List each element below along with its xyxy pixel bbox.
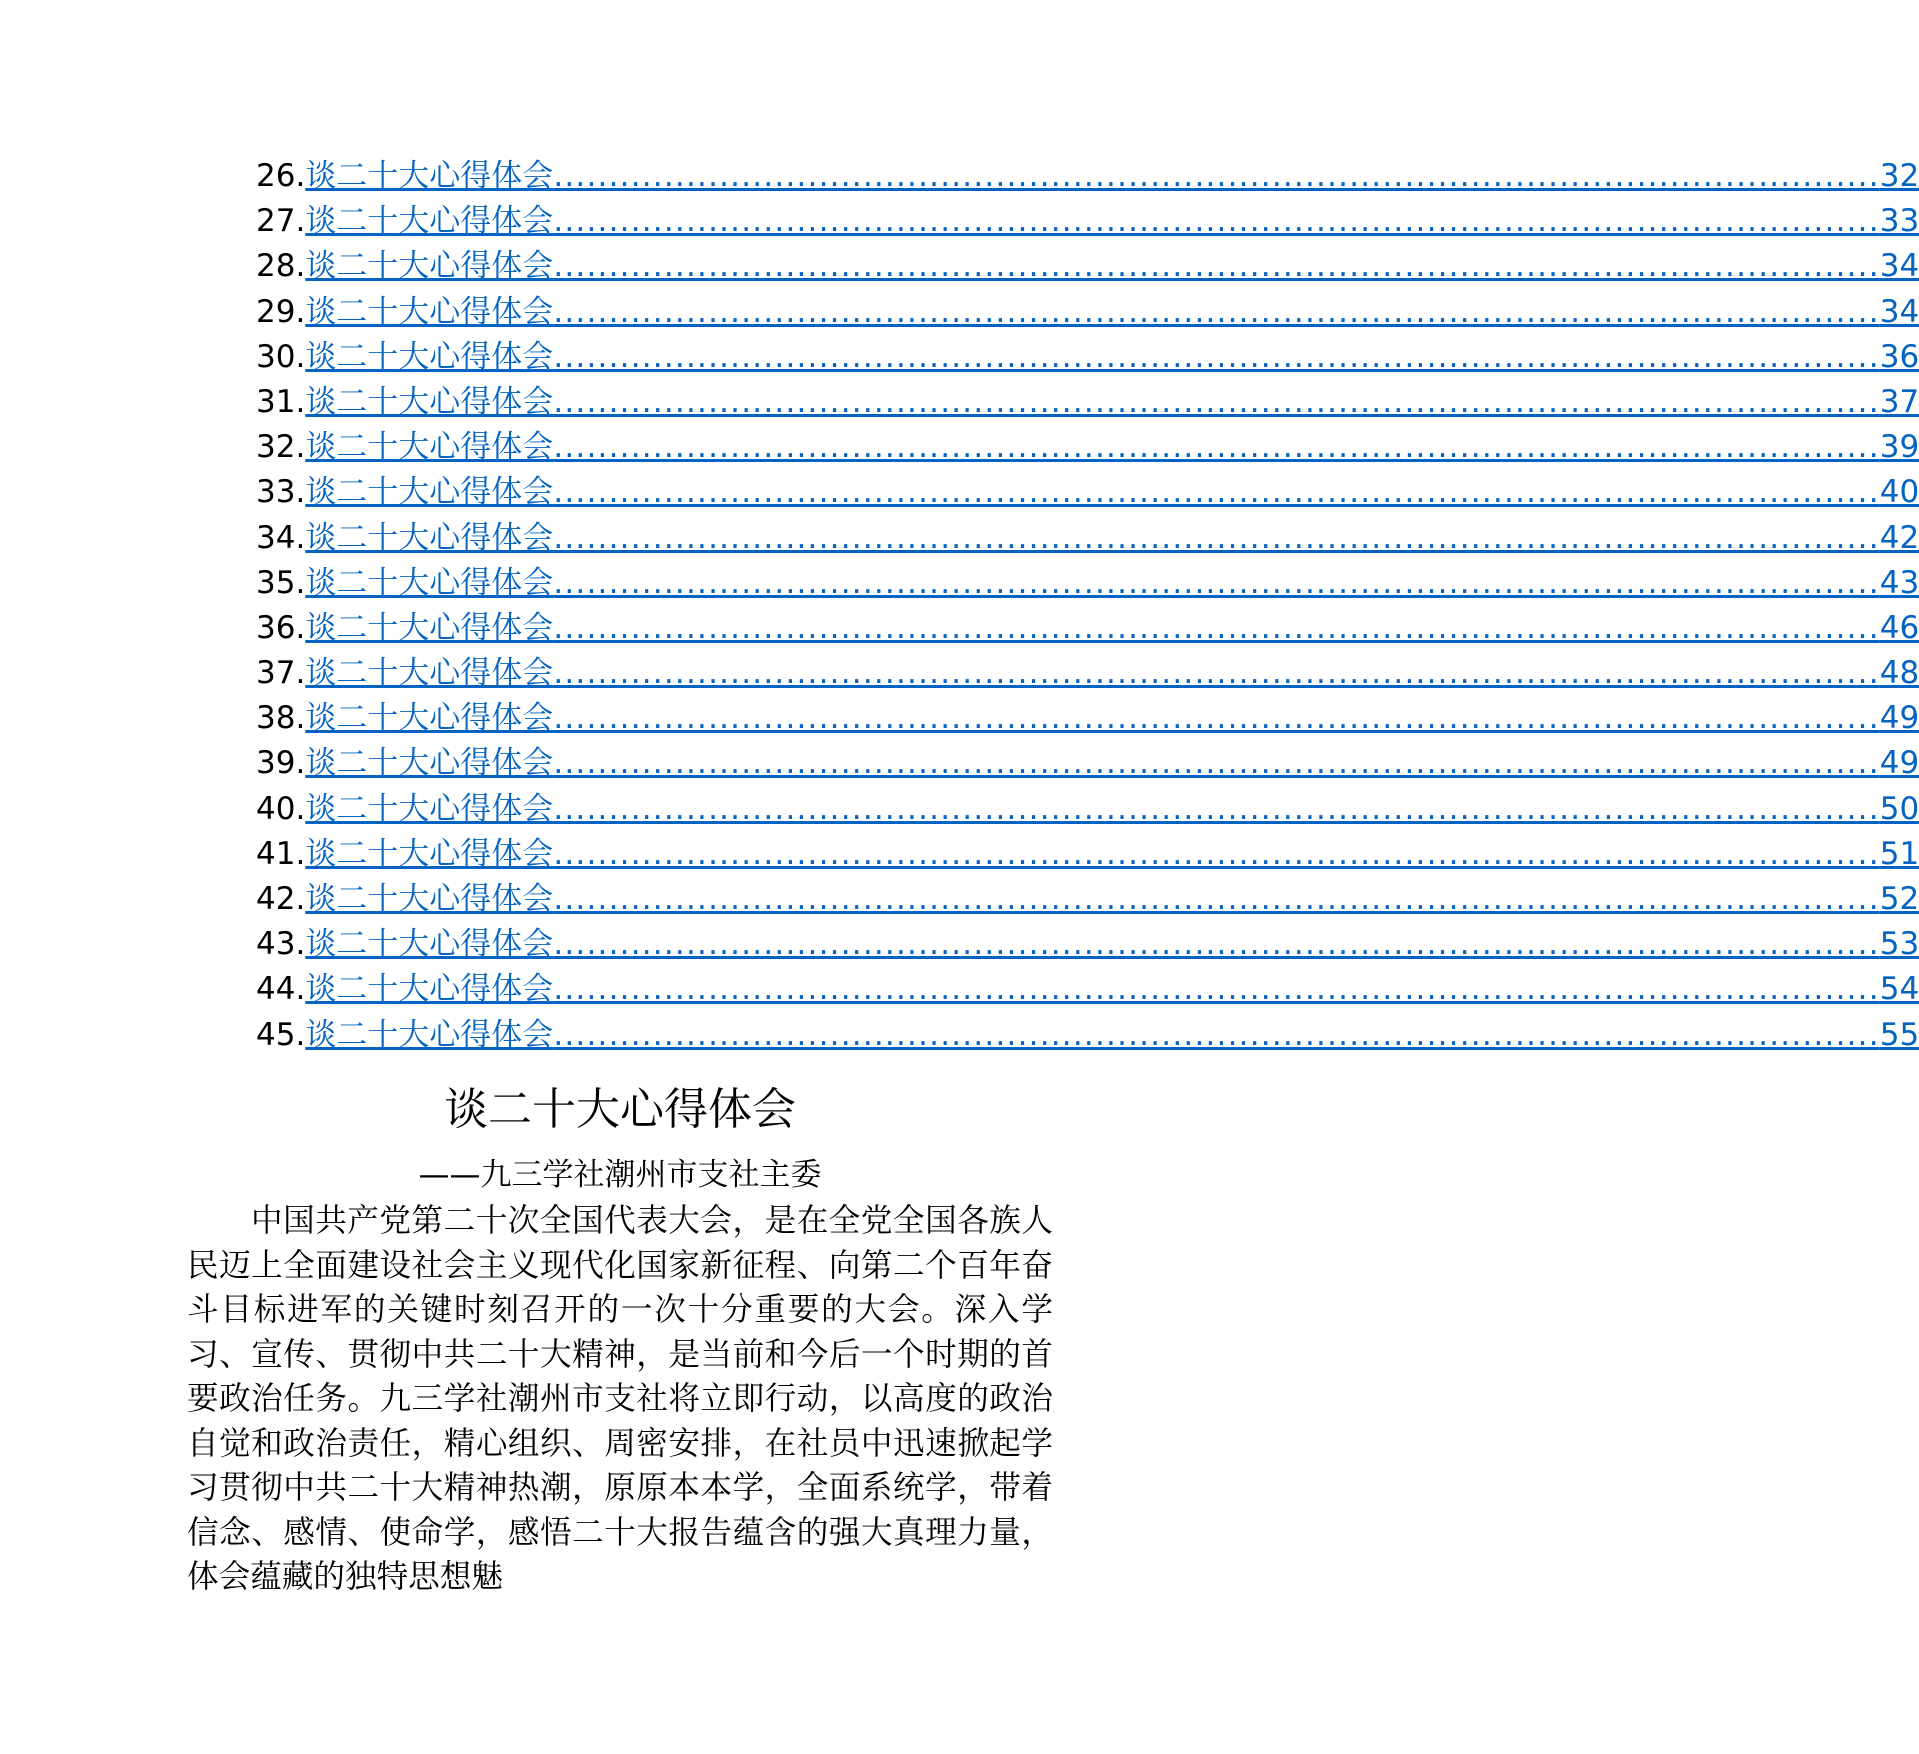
toc-entry-link[interactable] [305, 696, 1919, 741]
toc-entry-page: 34 [1879, 293, 1919, 330]
toc-entry-title: 谈二十大心得体会 [305, 790, 554, 827]
toc-entry [256, 967, 1919, 1012]
toc-entry-link[interactable] [305, 335, 1919, 380]
toc-entry-link[interactable] [305, 967, 1919, 1012]
toc-entry-number: 43. [256, 926, 306, 963]
toc-entry-title: 谈二十大心得体会 [305, 971, 554, 1008]
toc-entry [256, 651, 1919, 696]
toc-entry [256, 787, 1919, 832]
toc-entry-number: 33. [256, 474, 306, 511]
toc-entry-title: 谈二十大心得体会 [305, 881, 554, 917]
toc-entry-title: 谈二十大心得体会 [305, 474, 554, 511]
toc-entry-title: 谈二十大心得体会 [305, 700, 554, 737]
toc-entry-page: 34 [1879, 248, 1919, 285]
toc-entry-page: 48 [1879, 655, 1919, 692]
toc-entry-link[interactable] [305, 516, 1919, 561]
table-of-contents [256, 154, 1919, 1058]
toc-dot-leader: ........................................................................................................................ [553, 338, 1880, 375]
toc-entry-title: 谈二十大心得体会 [305, 158, 554, 194]
toc-entry-number: 36. [256, 609, 306, 646]
toc-entry-number: 38. [256, 700, 306, 737]
toc-entry [256, 877, 1919, 922]
toc-entry-title: 谈二十大心得体会 [305, 609, 554, 646]
toc-entry-title: 谈二十大心得体会 [305, 203, 554, 240]
toc-entry-link[interactable] [305, 561, 1919, 606]
toc-entry-number: 44. [256, 971, 306, 1008]
toc-entry-number: 28. [256, 248, 306, 285]
toc-entry-link[interactable] [305, 922, 1919, 967]
toc-entry-page: 50 [1879, 790, 1919, 827]
toc-entry-title: 谈二十大心得体会 [305, 293, 554, 330]
toc-entry-page: 37 [1879, 383, 1919, 420]
toc-entry [256, 425, 1919, 470]
toc-dot-leader: ........................................................................................................................ [553, 790, 1880, 827]
toc-entry-page: 33 [1879, 203, 1919, 240]
toc-dot-leader: ........................................................................................................................ [553, 383, 1880, 420]
toc-dot-leader: ........................................................................................................................ [553, 158, 1880, 194]
toc-entry [256, 199, 1919, 244]
toc-entry-link[interactable] [305, 470, 1919, 515]
toc-entry-number: 39. [256, 745, 306, 782]
toc-entry-number: 34. [256, 519, 306, 556]
toc-entry-title: 谈二十大心得体会 [305, 745, 554, 782]
toc-entry-number: 41. [256, 835, 306, 872]
toc-dot-leader: ........................................................................................................................ [553, 881, 1880, 917]
toc-dot-leader: ........................................................................................................................ [553, 293, 1880, 330]
toc-entry-link[interactable] [305, 741, 1919, 786]
toc-entry [256, 922, 1919, 967]
article-body: 中国共产党第二十次全国代表大会，是在全党全国各族人民迈上全面建设社会主义现代化国家新征程、向第二个百年奋斗目标进军的关键时刻召开的一次十分重要的大会。深入学习、宣传、贯彻中共二十大精神，是当前和今后一个时期的首要政治任务。九三学社潮州市支社将立即行动，以高度的政治自觉和政治责任，精心组织、周密安排，在社员中迅速掀起学习贯彻中共二十大精神热潮，原原本本学，全面系统学，带着信念、感情、使命学，感悟二十大报告蕴含的强大真理力量，体会蕴藏的独特思想魅 [187, 1203, 1053, 1595]
toc-entry-number: 35. [256, 564, 306, 601]
toc-entry-number: 32. [256, 429, 306, 466]
toc-entry [256, 832, 1919, 877]
toc-entry-link[interactable] [305, 199, 1919, 244]
toc-entry-link[interactable] [305, 606, 1919, 651]
toc-entry-page: 39 [1879, 429, 1919, 466]
article-subtitle: ——九三学社潮州市支社主委 [418, 1157, 822, 1193]
toc-dot-leader: ........................................................................................................................ [553, 835, 1880, 872]
toc-entry-title: 谈二十大心得体会 [305, 564, 554, 601]
toc-entry-title: 谈二十大心得体会 [305, 1016, 554, 1053]
toc-dot-leader: ........................................................................................................................ [553, 248, 1880, 285]
toc-entry-title: 谈二十大心得体会 [305, 926, 554, 963]
toc-dot-leader: ........................................................................................................................ [553, 926, 1880, 963]
toc-dot-leader: ........................................................................................................................ [553, 203, 1880, 240]
toc-entry-page: 40 [1879, 474, 1919, 511]
toc-entry-number: 27. [256, 203, 306, 240]
toc-entry-number: 29. [256, 293, 306, 330]
toc-entry-link[interactable] [305, 290, 1919, 335]
toc-entry [256, 244, 1919, 289]
toc-entry-page: 54 [1879, 971, 1919, 1008]
toc-dot-leader: ........................................................................................................................ [553, 971, 1880, 1008]
toc-entry [256, 561, 1919, 606]
toc-entry-link[interactable] [305, 832, 1919, 877]
toc-entry-title: 谈二十大心得体会 [305, 383, 554, 420]
toc-entry-title: 谈二十大心得体会 [305, 429, 554, 466]
toc-entry-page: 43 [1879, 564, 1919, 601]
toc-entry-title: 谈二十大心得体会 [305, 655, 554, 692]
toc-entry-page: 52 [1879, 881, 1919, 917]
toc-entry-title: 谈二十大心得体会 [305, 835, 554, 872]
toc-entry-page: 49 [1879, 745, 1919, 782]
article-title: 谈二十大心得体会 [444, 1084, 796, 1135]
toc-dot-leader: ........................................................................................................................ [553, 745, 1880, 782]
toc-entry [256, 470, 1919, 515]
toc-entry [256, 741, 1919, 786]
toc-entry-page: 32 [1879, 158, 1919, 194]
toc-entry-page: 53 [1879, 926, 1919, 963]
toc-dot-leader: ........................................................................................................................ [553, 564, 1880, 601]
toc-entry [256, 606, 1919, 651]
toc-entry-page: 42 [1879, 519, 1919, 556]
toc-entry [256, 380, 1919, 425]
toc-entry-number: 31. [256, 383, 306, 420]
toc-dot-leader: ........................................................................................................................ [553, 429, 1880, 466]
toc-entry-page: 36 [1879, 338, 1919, 375]
toc-dot-leader: ........................................................................................................................ [553, 474, 1880, 511]
toc-entry-page: 49 [1879, 700, 1919, 737]
toc-entry-link[interactable] [305, 877, 1919, 922]
toc-entry [256, 696, 1919, 741]
toc-entry-link[interactable] [305, 1013, 1919, 1058]
toc-entry-number: 37. [256, 655, 306, 692]
toc-entry-number: 42. [256, 881, 306, 917]
toc-entry-link[interactable] [305, 425, 1919, 470]
toc-entry-page: 46 [1879, 609, 1919, 646]
toc-entry-number: 26. [256, 158, 306, 194]
toc-dot-leader: ........................................................................................................................ [553, 655, 1880, 692]
toc-entry [256, 1013, 1919, 1058]
toc-entry [256, 335, 1919, 380]
toc-entry-number: 40. [256, 790, 306, 827]
toc-entry-page: 55 [1879, 1016, 1919, 1053]
toc-dot-leader: ........................................................................................................................ [553, 519, 1880, 556]
toc-entry-title: 谈二十大心得体会 [305, 248, 554, 285]
toc-entry-title: 谈二十大心得体会 [305, 519, 554, 556]
toc-entry-page: 51 [1879, 835, 1919, 872]
toc-dot-leader: ........................................................................................................................ [553, 609, 1880, 646]
toc-entry [256, 154, 1919, 199]
toc-entry-link[interactable] [305, 154, 1919, 199]
toc-dot-leader: ........................................................................................................................ [553, 700, 1880, 737]
toc-dot-leader: ........................................................................................................................ [553, 1016, 1880, 1053]
toc-entry-link[interactable] [305, 651, 1919, 696]
toc-entry [256, 516, 1919, 561]
toc-entry [256, 290, 1919, 335]
toc-entry-link[interactable] [305, 380, 1919, 425]
toc-entry-title: 谈二十大心得体会 [305, 338, 554, 375]
toc-entry-number: 30. [256, 338, 306, 375]
toc-entry-link[interactable] [305, 787, 1919, 832]
toc-entry-link[interactable] [305, 244, 1919, 289]
toc-entry-number: 45. [256, 1016, 306, 1053]
